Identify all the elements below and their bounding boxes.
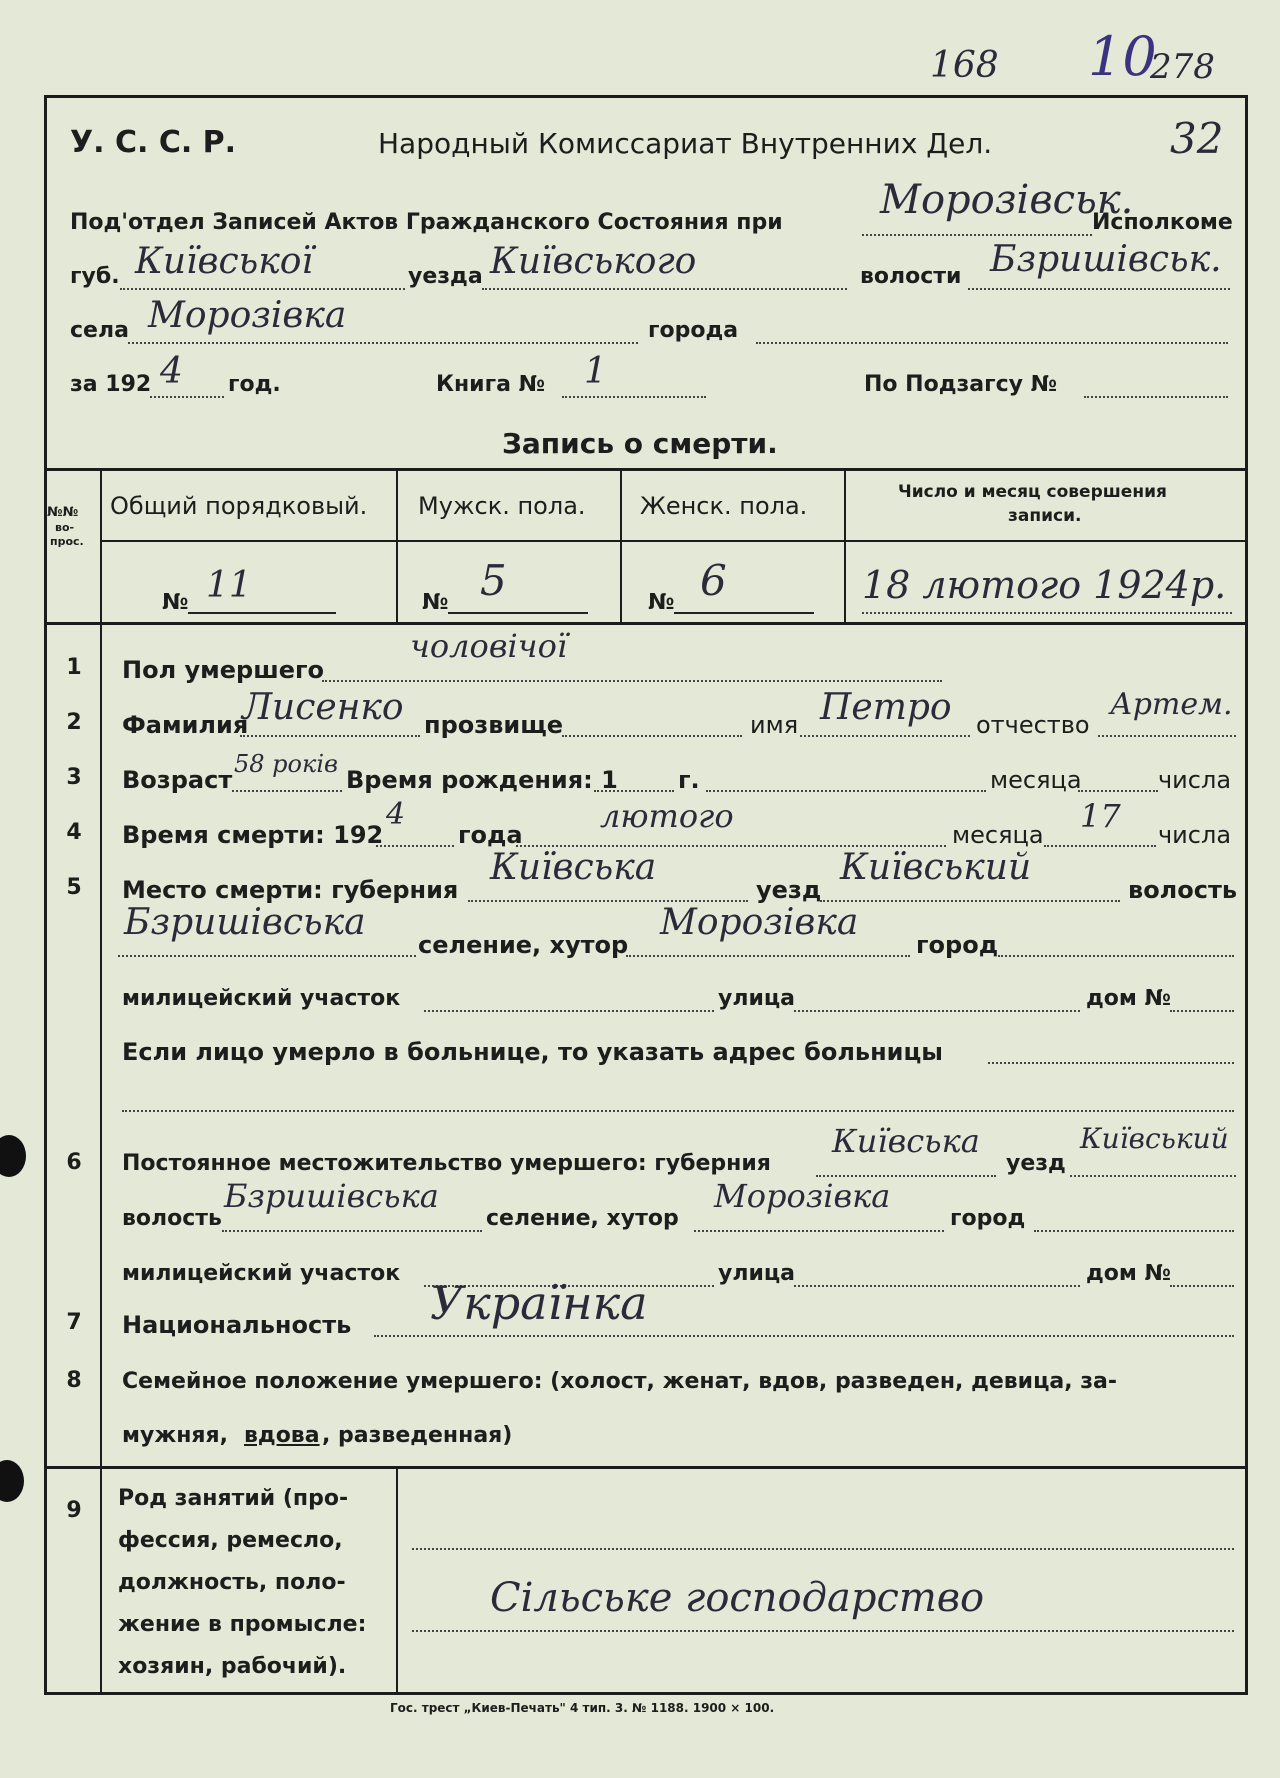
book-line	[562, 396, 706, 398]
res-city-line	[1034, 1230, 1234, 1232]
place-village-line	[626, 955, 910, 957]
death-year-line	[376, 845, 454, 847]
birth-month-label: месяца	[990, 766, 1082, 794]
gub-line	[120, 288, 405, 290]
res-street-label: улица	[718, 1261, 796, 1286]
date-header-1: Число и месяц совершения	[898, 482, 1167, 502]
age-value: 58 років	[234, 750, 338, 778]
res-village-label: селение, хутор	[486, 1206, 679, 1231]
table-header-rule	[100, 540, 1248, 542]
res-uezd-label: уезд	[1006, 1151, 1066, 1176]
gorod-line	[756, 342, 1228, 344]
res-uezd-value: Київський	[1080, 1122, 1229, 1155]
death-year-label: года	[458, 821, 523, 849]
year-label: за 192	[70, 372, 152, 397]
res-gub-value: Київська	[832, 1122, 980, 1160]
ispolkom-line	[862, 234, 1092, 236]
punch-hole-top	[0, 1135, 26, 1177]
occupation-rule	[44, 1466, 1248, 1469]
col-divider-3	[844, 470, 846, 625]
place-gub-value: Київська	[490, 847, 657, 888]
book-value: 1	[584, 351, 607, 392]
marital-label-1: Семейное положение умершего: (холост, женат, вдов, разведен, девица, за-	[122, 1369, 1118, 1394]
commissariat-title: Народный Комиссариат Внутренних Дел.	[378, 127, 993, 160]
podzags-label: По Подзагсу №	[864, 372, 1058, 397]
res-house-line	[1170, 1285, 1234, 1287]
col-divider-2	[620, 470, 622, 625]
archive-number-b: 10	[1088, 25, 1157, 88]
place-city-label: город	[916, 931, 999, 959]
occupation-label-3: должность, поло-	[118, 1570, 346, 1595]
marital-label-2c: , разведенная)	[322, 1423, 513, 1448]
record-title: Запись о смерти.	[502, 427, 778, 460]
place-uezd-line	[820, 900, 1120, 902]
age-line	[232, 790, 342, 792]
patronymic-line	[1098, 735, 1236, 737]
occupation-line-1	[412, 1548, 1234, 1550]
uezd-label: уезда	[408, 264, 483, 289]
question-3: 3	[66, 765, 82, 790]
place-militia-label: милицейский участок	[122, 986, 401, 1011]
book-label: Книга №	[436, 372, 546, 397]
place-uezd-value: Київський	[840, 847, 1032, 888]
subdept-label: Под'отдел Записей Актов Гражданского Состояния при	[70, 210, 783, 235]
occupation-label-1: Род занятий (про-	[118, 1486, 349, 1511]
place-house-label: дом №	[1086, 986, 1171, 1011]
patronymic-value: Артем.	[1110, 687, 1233, 722]
place-volost-label: волость	[1128, 876, 1238, 904]
podzags-line	[1084, 396, 1228, 398]
question-9: 9	[66, 1498, 82, 1523]
res-village-line	[694, 1230, 944, 1232]
nationality-line	[374, 1335, 1234, 1337]
death-month-label: месяца	[952, 821, 1044, 849]
ispolkom-label: Исполкоме	[1092, 210, 1233, 235]
res-volost-line	[222, 1230, 482, 1232]
archive-number-a: 168	[930, 45, 999, 86]
nickname-line	[562, 735, 742, 737]
place-village-label: селение, хутор	[418, 931, 629, 959]
place-uezd-label: уезд	[756, 876, 822, 904]
age-label: Возраст	[122, 766, 233, 794]
marital-selected: вдова	[244, 1423, 320, 1448]
male-no-line	[448, 612, 588, 614]
death-day-line	[1044, 845, 1156, 847]
occupation-divider	[396, 1468, 398, 1695]
general-no-line	[188, 612, 336, 614]
question-4: 4	[66, 820, 82, 845]
occupation-label-5: хозяин, рабочий).	[118, 1654, 347, 1679]
republic-title: У. С. С. Р.	[70, 125, 237, 160]
place-volost-line	[118, 955, 416, 957]
question-1: 1	[66, 655, 82, 680]
year-line	[150, 396, 224, 398]
year-value: 4	[160, 351, 183, 392]
selo-value: Морозівка	[148, 295, 347, 336]
female-header: Женск. пола.	[640, 492, 808, 520]
gub-value: Київської	[135, 241, 313, 282]
place-village-value: Морозівка	[660, 902, 859, 943]
print-footer: Гос. трест „Киев-Печать" 4 тип. 3. № 1188. 1900 × 100.	[390, 1701, 775, 1715]
uezd-line	[482, 288, 847, 290]
occupation-label-2: фессия, ремесло,	[118, 1528, 343, 1553]
col-divider-1	[396, 470, 398, 625]
res-city-label: город	[950, 1206, 1026, 1231]
occupation-value: Сільське господарство	[490, 1575, 985, 1621]
surname-line	[240, 735, 420, 737]
death-month-value: лютого	[600, 797, 734, 835]
res-house-label: дом №	[1086, 1261, 1171, 1286]
death-label: Время смерти: 192	[122, 821, 384, 849]
table-body-rule	[44, 622, 1248, 625]
sex-value: чоловічої	[410, 627, 568, 665]
birth-month-line	[706, 790, 986, 792]
gub-label: губ.	[70, 264, 120, 289]
male-no-label: №	[422, 590, 449, 615]
qnum-header-1: №№	[47, 505, 79, 520]
nickname-label: прозвище	[424, 711, 564, 739]
question-8: 8	[66, 1368, 82, 1393]
place-militia-line	[424, 1010, 714, 1012]
female-no-label: №	[648, 590, 675, 615]
name-label: имя	[750, 711, 799, 739]
birth-year-line	[594, 790, 674, 792]
record-date-value: 18 лютого 1924р.	[862, 563, 1227, 607]
surname-value: Лисенко	[242, 687, 404, 728]
volost-line	[968, 288, 1230, 290]
female-no-line	[674, 612, 814, 614]
death-day-label: числа	[1158, 821, 1232, 849]
qnum-header-3: прос.	[50, 535, 84, 548]
gorod-label: города	[648, 318, 739, 343]
place-volost-value: Бзришівська	[124, 902, 366, 943]
res-uezd-line	[1070, 1175, 1236, 1177]
page-number: 32	[1170, 114, 1224, 163]
name-line	[800, 735, 970, 737]
nationality-label: Национальность	[122, 1311, 352, 1339]
place-street-line	[794, 1010, 1080, 1012]
ispolkom-value: Морозівськ.	[880, 177, 1134, 223]
birth-day-line	[1078, 790, 1158, 792]
place-city-line	[998, 955, 1234, 957]
general-no-value: 11	[206, 565, 252, 606]
res-volost-value: Бзришівська	[224, 1177, 439, 1215]
punch-hole-bottom	[0, 1460, 24, 1502]
question-2: 2	[66, 710, 82, 735]
hospital-line-1	[988, 1062, 1234, 1064]
occupation-label-4: жение в промысле:	[118, 1612, 367, 1637]
place-street-label: улица	[718, 986, 796, 1011]
hospital-line-2	[122, 1110, 1234, 1112]
place-house-line	[1170, 1010, 1234, 1012]
death-day-value: 17	[1080, 797, 1121, 835]
res-street-line	[794, 1285, 1080, 1287]
volost-label: волости	[860, 264, 962, 289]
res-militia-label: милицейский участок	[122, 1261, 401, 1286]
res-village-value: Морозівка	[714, 1177, 891, 1215]
surname-label: Фамилия	[122, 711, 249, 739]
place-label: Место смерти: губерния	[122, 876, 459, 904]
selo-label: села	[70, 318, 129, 343]
birth-day-label: числа	[1158, 766, 1232, 794]
question-7: 7	[66, 1310, 82, 1335]
marital-label-2a: мужняя,	[122, 1423, 229, 1448]
general-number-header: Общий порядковый.	[110, 492, 368, 520]
archive-number-c: 278	[1150, 47, 1215, 87]
female-no-value: 6	[700, 556, 727, 605]
volost-value: Бзришівськ.	[990, 239, 1222, 280]
col-divider-0	[100, 470, 102, 1695]
question-5: 5	[66, 875, 82, 900]
qnum-header-2: во-	[55, 521, 75, 534]
date-line	[862, 612, 1232, 614]
birth-year-suffix: г.	[678, 766, 700, 794]
hospital-label: Если лицо умерло в больнице, то указать адрес больницы	[122, 1038, 943, 1066]
residence-label: Постоянное местожительство умершего: губерния	[122, 1151, 771, 1176]
sex-line	[322, 680, 942, 682]
male-header: Мужск. пола.	[418, 492, 586, 520]
date-header-2: записи.	[1008, 506, 1082, 526]
death-year-value: 4	[386, 797, 406, 832]
birth-label: Время рождения: 1	[346, 766, 618, 794]
question-6: 6	[66, 1150, 82, 1175]
sex-label: Пол умершего	[122, 656, 325, 684]
occupation-line-2	[412, 1630, 1234, 1632]
general-no-label: №	[162, 590, 189, 615]
year-suffix: год.	[228, 372, 281, 397]
patronymic-label: отчество	[976, 711, 1090, 739]
name-value: Петро	[820, 687, 952, 728]
uezd-value: Київського	[490, 241, 697, 282]
nationality-value: Українка	[430, 1276, 648, 1330]
table-top-rule	[44, 468, 1248, 471]
selo-line	[128, 342, 638, 344]
res-volost-label: волость	[122, 1206, 222, 1231]
male-no-value: 5	[480, 556, 507, 605]
